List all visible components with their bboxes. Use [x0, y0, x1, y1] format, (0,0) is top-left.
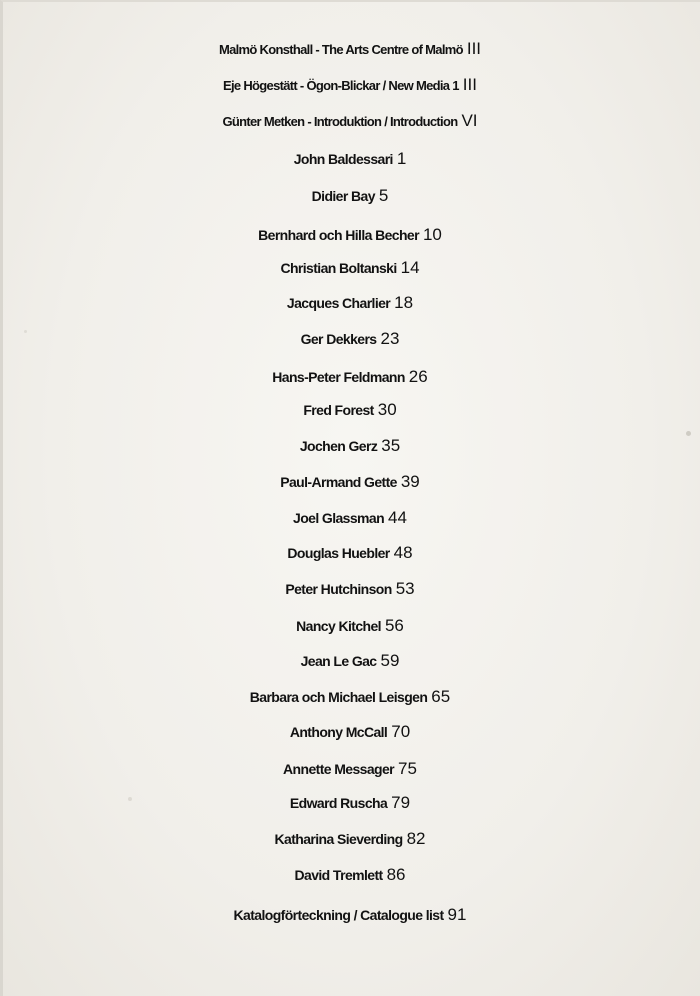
toc-entry-title: Katalogförteckning / Catalogue list — [233, 907, 444, 923]
toc-entry-title: Annette Messager — [283, 761, 395, 777]
toc-entry-title: Christian Boltanski — [280, 260, 397, 276]
toc-entry-jochen-gerz — [0, 437, 700, 455]
toc-entry-john-baldessari — [0, 150, 700, 168]
toc-entry-page-number: 91 — [447, 905, 467, 924]
toc-entry-title: Günter Metken - Introduktion / Introduction — [222, 114, 458, 129]
toc-entry-title: Malmö Konsthall - The Arts Centre of Malmö — [218, 42, 463, 57]
toc-entry-page-number: 1 — [396, 149, 407, 168]
toc-entry-leisgen — [0, 688, 700, 706]
toc-entry-page-number: 30 — [377, 400, 397, 419]
toc-entry-title: Peter Hutchinson — [285, 581, 392, 597]
toc-entry-catalogue-list — [0, 906, 700, 924]
toc-entry-david-tremlett — [0, 866, 700, 884]
toc-entry-page-number: 79 — [391, 793, 411, 812]
toc-entry-becher — [0, 226, 700, 244]
toc-entry-joel-glassman — [0, 509, 700, 527]
toc-entry-jacques-charlier — [0, 294, 700, 312]
toc-entry-page-number: 26 — [408, 367, 428, 386]
toc-entry-page-number: III — [462, 75, 477, 94]
toc-entry-page-number: 35 — [381, 436, 401, 455]
paper-speck — [24, 330, 27, 333]
toc-entry-page-number: 65 — [431, 687, 451, 706]
toc-entry-title: Fred Forest — [303, 402, 374, 418]
toc-entry-gunter-metken — [0, 112, 700, 130]
toc-entry-ger-dekkers — [0, 330, 700, 348]
toc-entry-title: Bernhard och Hilla Becher — [258, 227, 419, 243]
toc-entry-page-number: 23 — [380, 329, 400, 348]
toc-entry-title: John Baldessari — [293, 151, 393, 167]
toc-entry-page-number: VI — [461, 111, 478, 130]
toc-entry-fred-forest — [0, 401, 700, 419]
toc-entry-jean-le-gac — [0, 652, 700, 670]
toc-entry-eje-hogestatt — [0, 76, 700, 94]
toc-entry-page-number: 75 — [398, 759, 417, 778]
toc-entry-page-number: 14 — [400, 258, 420, 277]
toc-entry-title: Barbara och Michael Leisgen — [249, 689, 428, 705]
toc-entry-katharina-sieverding — [0, 830, 700, 848]
toc-entry-didier-bay — [0, 187, 700, 205]
toc-entry-page-number: III — [466, 39, 482, 58]
toc-entry-page-number: 82 — [406, 829, 426, 848]
toc-entry-title: Didier Bay — [311, 188, 375, 204]
toc-entry-title: David Tremlett — [294, 867, 383, 883]
toc-entry-page-number: 59 — [380, 651, 400, 670]
toc-entry-title: Paul-Armand Gette — [280, 474, 397, 490]
paper-speck — [686, 431, 691, 436]
toc-entry-peter-hutchinson — [0, 580, 700, 598]
toc-entry-title: Jean Le Gac — [300, 653, 377, 669]
toc-entry-page-number: 10 — [422, 225, 442, 244]
toc-entry-title: Katharina Sieverding — [274, 831, 403, 847]
toc-entry-page-number: 44 — [388, 508, 407, 527]
toc-entry-title: Hans-Peter Feldmann — [272, 369, 405, 385]
toc-entry-title: Edward Ruscha — [289, 795, 388, 811]
toc-entry-title: Anthony McCall — [289, 724, 388, 740]
toc-entry-page-number: 48 — [393, 543, 413, 562]
toc-entry-page-number: 70 — [391, 722, 411, 741]
toc-entry-title: Jacques Charlier — [286, 295, 391, 311]
toc-entry-title: Joel Glassman — [293, 510, 385, 526]
toc-entry-title: Douglas Huebler — [287, 545, 390, 561]
toc-entry-page-number: 5 — [378, 186, 389, 205]
toc-entry-page-number: 18 — [394, 293, 414, 312]
toc-entry-anthony-mccall — [0, 723, 700, 741]
toc-entry-title: Nancy Kitchel — [296, 618, 381, 634]
toc-entry-title: Eje Högestätt - Ögon-Blickar / New Media 1 — [223, 78, 459, 93]
paper-speck — [128, 797, 132, 801]
toc-entry-page-number: 86 — [386, 865, 406, 884]
toc-entry-douglas-huebler — [0, 544, 700, 562]
toc-entry-page-number: 53 — [395, 579, 415, 598]
toc-entry-title: Jochen Gerz — [299, 438, 378, 454]
toc-entry-edward-ruscha — [0, 794, 700, 812]
toc-entry-page-number: 39 — [400, 472, 420, 491]
toc-entry-nancy-kitchel — [0, 617, 700, 635]
toc-entry-paul-armand-gette — [0, 473, 700, 491]
toc-entry-malmo-konsthall — [0, 40, 700, 58]
toc-entry-hans-peter-feldmann — [0, 368, 700, 386]
toc-entry-page-number: 56 — [384, 616, 404, 635]
toc-entry-annette-messager — [0, 760, 700, 778]
toc-entry-title: Ger Dekkers — [300, 331, 377, 347]
toc-entry-christian-boltanski — [0, 259, 700, 277]
